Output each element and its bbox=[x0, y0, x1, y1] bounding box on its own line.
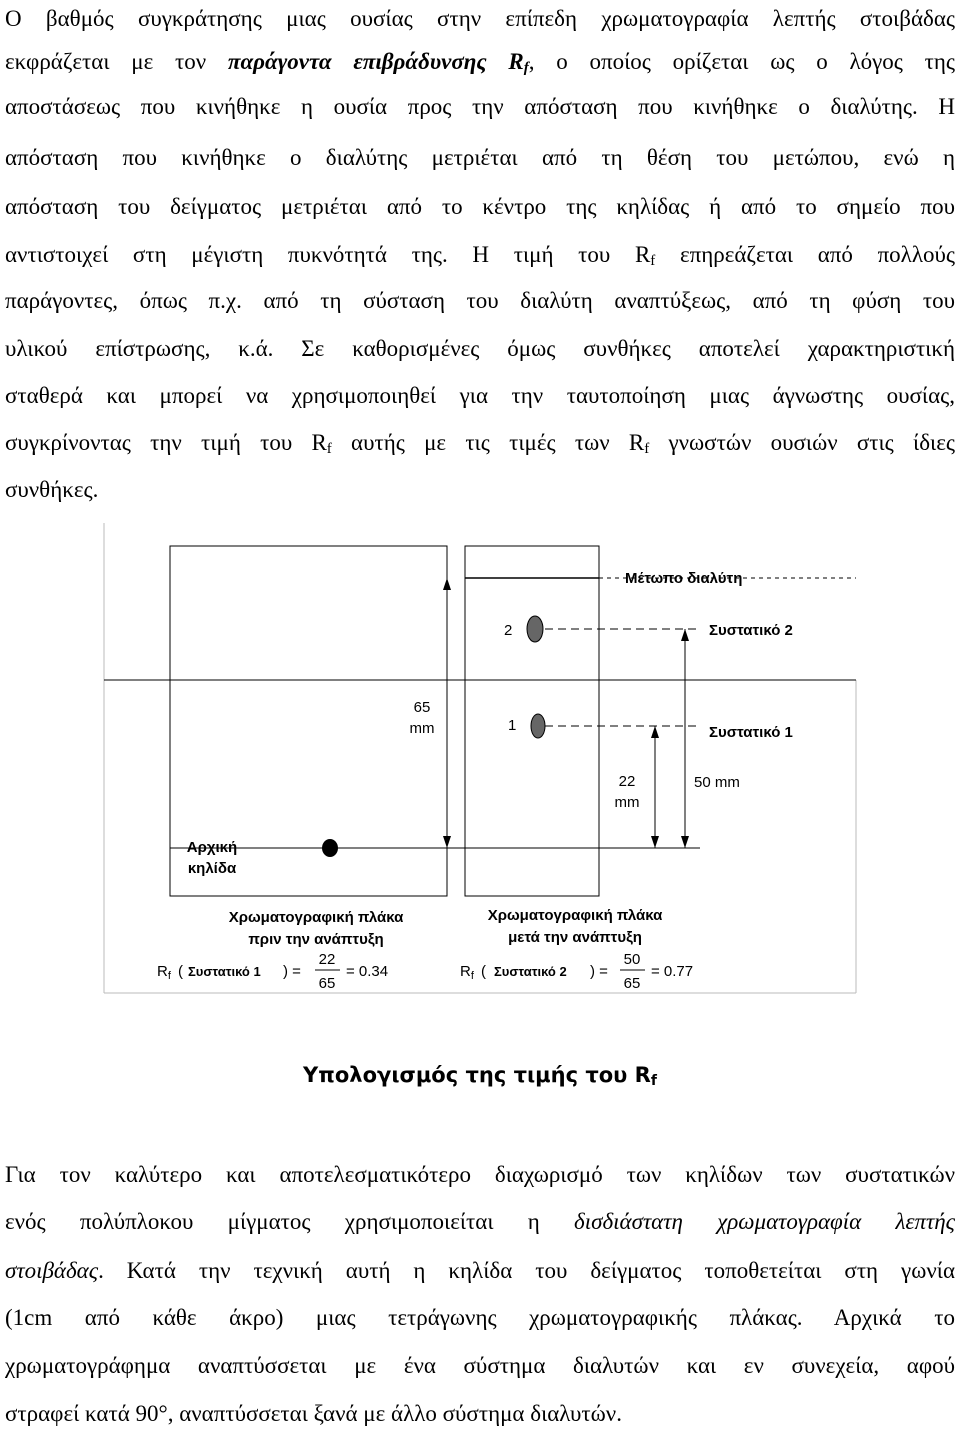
text-segment: απόσταση του δείγματος μετριέται από το κέντρο της κηλίδας ή από το σημείο που bbox=[5, 194, 955, 219]
paragraph-line bbox=[5, 1207, 955, 1237]
spot-2-number: 2 bbox=[504, 622, 513, 639]
spot-1-label: Συστατικό 1 bbox=[709, 724, 793, 741]
text-segment: χρωματογράφημα αναπτύσσεται με ένα σύστημα διαλυτών και εν συνεχεία, αφού bbox=[5, 1353, 955, 1378]
text-segment: σταθερά και μπορεί να χρησιμοποιηθεί για την ταυτοποίηση μιας άγνωστης ουσίας, bbox=[5, 383, 955, 408]
formula1-open: ( bbox=[178, 963, 183, 980]
arrowhead bbox=[651, 726, 659, 738]
plate-before-label-2: πριν την ανάπτυξη bbox=[248, 931, 384, 948]
spot-1 bbox=[531, 714, 545, 738]
caption-text: Υπολογισμός της τιμής του R bbox=[303, 1063, 651, 1087]
figure-caption bbox=[0, 1063, 960, 1089]
text-segment: εκφράζεται με τον bbox=[5, 49, 228, 74]
text-segment: συγκρίνοντας την τιμή του R bbox=[5, 430, 327, 455]
formula2-close: ) = bbox=[590, 963, 608, 980]
arrowhead bbox=[443, 578, 451, 590]
plate-after-label-1: Χρωματογραφική πλάκα bbox=[487, 907, 663, 924]
dist22-unit: mm bbox=[614, 794, 640, 811]
text-segment: απόσταση που κινήθηκε ο διαλύτης μετριέται από τη θέση του μετώπου, ενώ η bbox=[5, 145, 955, 170]
formula2-numerator: 50 bbox=[623, 951, 641, 968]
formula1-close: ) = bbox=[283, 963, 301, 980]
text-segment: αυτής με τις τιμές των R bbox=[331, 430, 645, 455]
initial-spot-label-2: κηλίδα bbox=[187, 860, 237, 877]
formula2-name: Συστατικό 2 bbox=[494, 964, 567, 979]
plate-before-label-1: Χρωματογραφική πλάκα bbox=[228, 909, 404, 926]
dist65-unit: mm bbox=[409, 720, 435, 737]
formula1-name: Συστατικό 1 bbox=[188, 964, 261, 979]
formula2-result: = 0.77 bbox=[651, 963, 694, 980]
paragraph-line bbox=[5, 1303, 955, 1333]
subscript: f bbox=[650, 1073, 657, 1089]
dist22-value: 22 bbox=[618, 773, 636, 790]
paragraph-line bbox=[5, 1351, 955, 1381]
spot-2-label: Συστατικό 2 bbox=[709, 622, 793, 639]
text-segment: αντιστοιχεί στη μέγιστη πυκνότητά της. Η τιμή του R bbox=[5, 242, 651, 267]
text-segment: παράγοντες, όπως π.χ. από τη σύσταση του διαλύτη αναπτύξεως, από τη φύση του bbox=[5, 288, 955, 313]
term-2d-tlc-cont: στοιβάδας bbox=[5, 1258, 99, 1283]
text-segment: Για τον καλύτερο και αποτελεσματικότερο διαχωρισμό των κηλίδων των συστατικών bbox=[5, 1162, 955, 1187]
formula2-denominator: 65 bbox=[623, 975, 641, 992]
text-segment: υλικού επίστρωσης, κ.ά. Σε καθορισμένες όμως συνθήκες αποτελεί χαρακτηριστική bbox=[5, 336, 955, 361]
text-segment: στραφεί κατά 90°, αναπτύσσεται ξανά με άλλο σύστημα διαλυτών. bbox=[5, 1401, 622, 1426]
arrowhead bbox=[651, 836, 659, 848]
term-2d-tlc: δισδιάστατη χρωματογραφία λεπτής bbox=[574, 1209, 956, 1234]
subscript: f bbox=[650, 253, 656, 269]
spot-2 bbox=[527, 616, 543, 642]
text-segment: , ο οποίος ορίζεται ως ο λόγος της bbox=[528, 49, 955, 74]
text-segment: αποστάσεως που κινήθηκε η ουσία προς την απόσταση που κινήθηκε ο διαλύτης. Η bbox=[5, 94, 955, 119]
arrowhead bbox=[681, 629, 689, 641]
dist65-value: 65 bbox=[413, 699, 431, 716]
text-segment: συνθήκες. bbox=[5, 477, 99, 502]
text-segment: (1cm από κάθε άκρο) μιας τετράγωνης χρωματογραφικής πλάκας. Αρχικά το bbox=[5, 1305, 955, 1330]
spot-1-number: 1 bbox=[508, 717, 517, 734]
dist50-label: 50 mm bbox=[694, 774, 740, 791]
term-retardation-factor: παράγοντα επιβράδυνσης R bbox=[227, 49, 524, 74]
formula1-denominator: 65 bbox=[318, 975, 336, 992]
solvent-front-label: Μέτωπο διαλύτη bbox=[625, 570, 743, 587]
text-segment: επηρεάζεται από πολλούς bbox=[655, 242, 955, 267]
formula1-result: = 0.34 bbox=[346, 963, 389, 980]
arrowhead bbox=[681, 836, 689, 848]
paragraph-line bbox=[5, 1256, 955, 1286]
formula2-open: ( bbox=[481, 963, 486, 980]
paragraph-line bbox=[5, 1160, 955, 1190]
subscript: f bbox=[326, 441, 332, 457]
formula2-rf: $R_f$ bbox=[460, 963, 474, 982]
text-segment: Ο βαθμός συγκράτησης μιας ουσίας στην επίπεδη χρωματογραφία λεπτής στοιβάδας bbox=[5, 6, 955, 31]
plate-after-label-2: μετά την ανάπτυξη bbox=[508, 929, 642, 946]
text-segment: . Κατά την τεχνική αυτή η κηλίδα του δείγματος τοποθετείται στη γωνία bbox=[98, 1258, 955, 1283]
text-segment: γνωστών ουσιών στις ίδιες bbox=[649, 430, 955, 455]
arrowhead bbox=[443, 836, 451, 848]
initial-spot-label-1: Αρχική bbox=[186, 839, 238, 856]
subscript: f bbox=[644, 441, 650, 457]
formula1-numerator: 22 bbox=[318, 951, 336, 968]
paragraph-line bbox=[5, 1399, 955, 1429]
formula1-rf: $R_f$ bbox=[157, 963, 171, 982]
text-segment: ενός πολύπλοκου μίγματος χρησιμοποιείται η bbox=[5, 1209, 575, 1234]
subscript: f bbox=[523, 60, 529, 76]
